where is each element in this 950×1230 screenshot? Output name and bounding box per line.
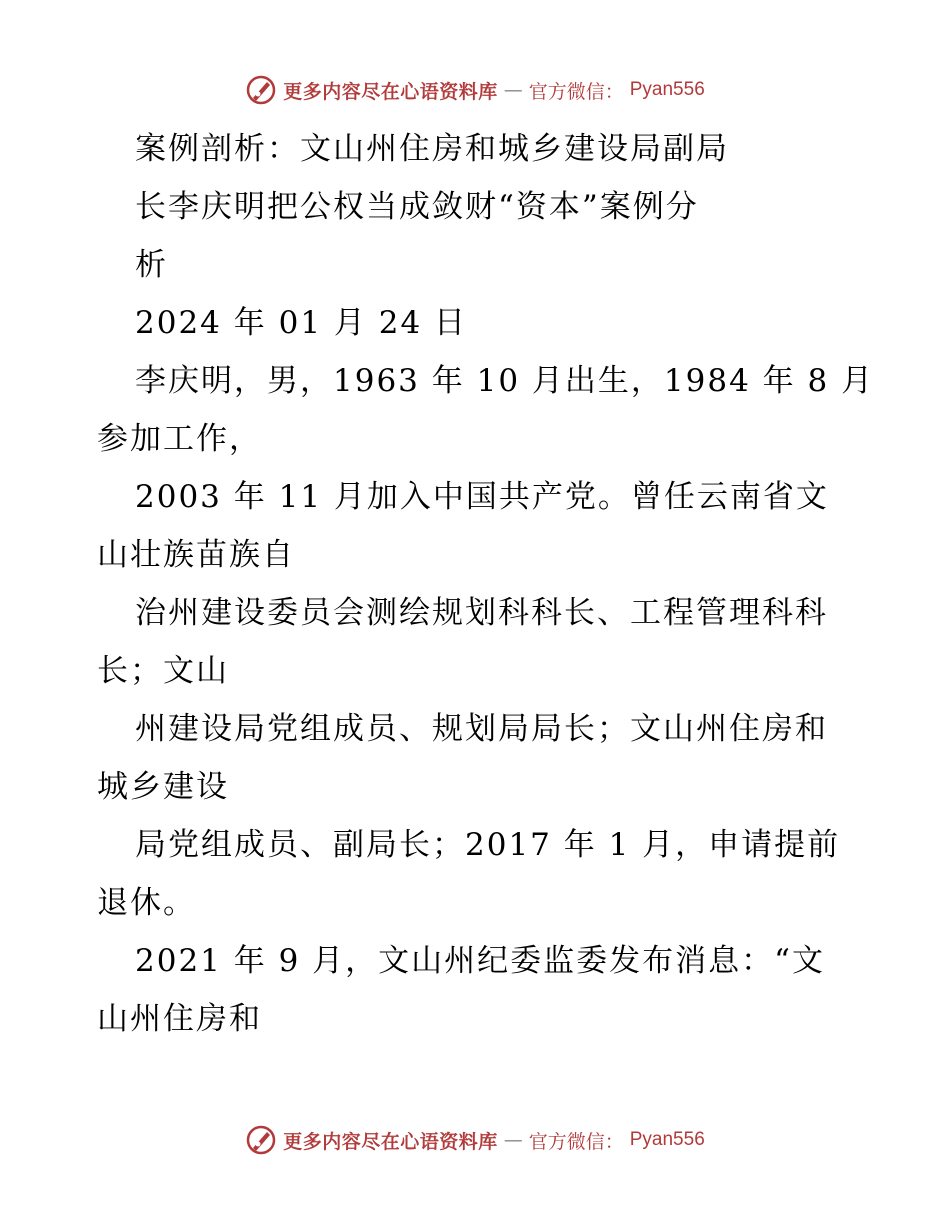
watermark-brand: 更多内容尽在心语资料库 — [283, 80, 498, 103]
paragraph-line: 李庆明，男，1963 年 10 月出生，1984 年 8 月 — [135, 363, 875, 399]
watermark-header — [0, 70, 950, 110]
watermark-wechat-label: 官方微信： — [528, 1130, 624, 1153]
paragraph-line: 退休。 — [97, 885, 196, 921]
watermark-wechat-id: Pyan556 — [629, 1129, 705, 1150]
paragraph-line: 治州建设委员会测绘规划科科长、工程管理科科 — [135, 595, 828, 631]
title-line-1: 案例剖析：文山州住房和城乡建设局副局 — [135, 131, 729, 167]
watermark-dash: — — [503, 79, 523, 101]
paragraph-line: 长；文山 — [97, 653, 229, 689]
title-line-2: 长李庆明把公权当成敛财“资本”案例分 — [135, 189, 699, 225]
pen-logo-icon — [245, 74, 277, 106]
paragraph-line: 山州住房和 — [97, 1001, 262, 1037]
paragraph-line: 州建设局党组成员、规划局局长；文山州住房和 — [135, 711, 828, 747]
watermark-brand: 更多内容尽在心语资料库 — [283, 1130, 498, 1153]
date-line: 2024 年 01 月 24 日 — [135, 305, 468, 341]
paragraph-line: 参加工作， — [97, 421, 262, 457]
paragraph-line: 城乡建设 — [97, 769, 229, 805]
watermark-dash: — — [503, 1129, 523, 1151]
paragraph-line: 2003 年 11 月加入中国共产党。曾任云南省文 — [135, 479, 829, 515]
watermark-wechat-label: 官方微信： — [528, 80, 624, 103]
paragraph-line: 山壮族苗族自 — [97, 537, 295, 573]
document-body — [97, 120, 875, 1048]
pen-logo-icon — [245, 1124, 277, 1156]
watermark-group — [245, 74, 705, 106]
watermark-footer — [0, 1120, 950, 1160]
paragraph-line: 局党组成员、副局长；2017 年 1 月，申请提前 — [135, 827, 841, 863]
watermark-group — [245, 1124, 705, 1156]
watermark-wechat-id: Pyan556 — [629, 79, 705, 100]
paragraph-line: 2021 年 9 月，文山州纪委监委发布消息：“文 — [135, 943, 826, 979]
title-line-3: 析 — [135, 247, 168, 283]
